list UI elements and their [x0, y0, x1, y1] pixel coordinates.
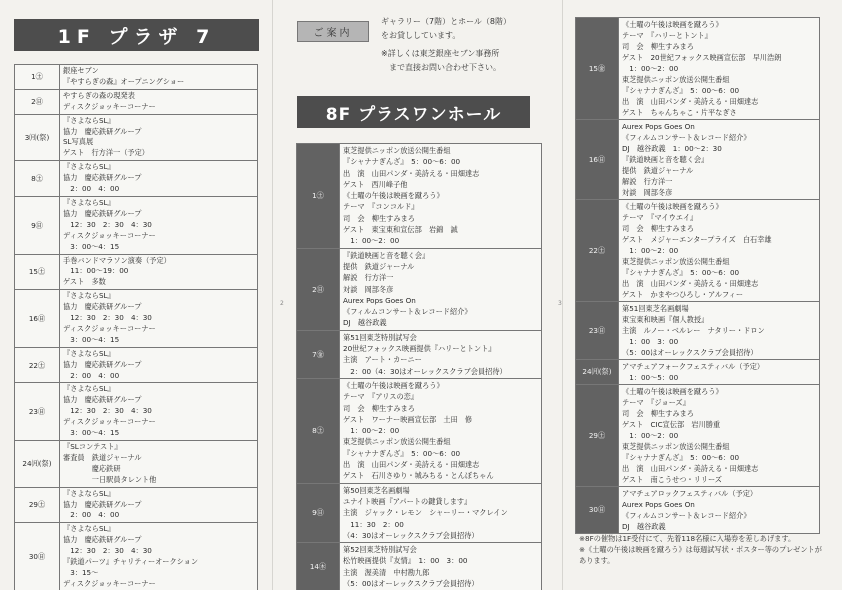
footnote: ※8Fの催物は1F受付にて、先着118名様に入場券を差しあげます。	[579, 534, 796, 543]
schedule-row	[297, 248, 542, 330]
schedule-line: ディスクジョッキーコーナー	[63, 101, 156, 111]
schedule-line: 《土曜の午後は映画を蹴ろう》	[343, 191, 444, 201]
schedule-content	[619, 487, 820, 534]
schedule-line: ディスクジョッキーコーナー	[63, 578, 156, 588]
schedule-row	[297, 543, 542, 590]
schedule-content	[60, 441, 258, 488]
schedule-date: 22㊏	[576, 200, 619, 302]
footnote: ※《土曜の午後は映画を蹴ろう》は毎週試写状・ポスター等のプレゼントがあります。	[579, 545, 822, 565]
schedule-line: Aurex Pops Goes On	[622, 122, 695, 131]
schedule-line: ゲスト ちゃんちゃこ・片平なぎさ	[622, 108, 737, 117]
schedule-date: 2㊐	[15, 89, 60, 114]
schedule-line: テーマ 『マイウエイ』	[622, 213, 698, 222]
plaza7-schedule-table	[14, 64, 258, 590]
schedule-line: 12：30 2：30 4：30	[63, 219, 152, 229]
schedule-line: （5：00はオーレックスクラブ会員招待）	[622, 348, 758, 357]
schedule-line: 『鉄道パーツ』チャリティーオークション	[63, 557, 199, 567]
schedule-row	[576, 385, 820, 487]
schedule-date: 29㊏	[576, 385, 619, 487]
schedule-line: 協力 慶応鉄研グループ	[63, 302, 142, 312]
schedule-line: 東芝提供ニッポン放送公開生番組	[622, 257, 730, 266]
schedule-line: 手巻バンドマラソン演奏（予定）	[63, 255, 171, 265]
schedule-line: ゲスト ワーナー映画宣伝部 土田 修	[343, 414, 473, 424]
schedule-line: ゲスト 20世紀フォックス映画宣伝部 早川浩朗	[622, 53, 782, 62]
schedule-line: 3：00～4：15	[63, 334, 120, 344]
schedule-line: 司 会 柳生すみまろ	[622, 42, 694, 51]
schedule-line: 司 会 柳生すみまろ	[622, 409, 694, 418]
schedule-line: 3：15～	[63, 567, 99, 577]
schedule-content	[340, 248, 542, 330]
schedule-row	[15, 114, 258, 161]
schedule-content	[340, 543, 542, 590]
schedule-line: 提供 鉄道ジャーナル	[622, 166, 694, 175]
schedule-line: 主演 渥美清 中村勘九郎	[343, 567, 430, 577]
schedule-content	[340, 144, 542, 249]
schedule-line: 12：30 2：30 4：30	[63, 546, 152, 556]
schedule-content	[60, 196, 258, 254]
schedule-line: 2：00 4：00	[63, 510, 120, 520]
schedule-line: 『鉄道映画と音を聴く会』	[343, 250, 430, 260]
schedule-content	[60, 290, 258, 348]
schedule-content	[619, 360, 820, 385]
schedule-line: 『さよならSL』	[63, 115, 115, 125]
schedule-content	[619, 302, 820, 360]
schedule-content	[619, 200, 820, 302]
schedule-line: DJ 越谷政義	[622, 522, 666, 531]
schedule-line: 審査員 鉄道ジャーナル	[63, 452, 142, 462]
schedule-line: 『さよならSL』	[63, 488, 115, 498]
schedule-content	[340, 330, 542, 378]
schedule-date: 30㊐	[15, 523, 60, 590]
schedule-line: 司 会 柳生すみまろ	[622, 224, 694, 233]
schedule-line: 『シャナナぎんざ』 5：00～6：00	[622, 268, 740, 277]
schedule-line: 東芝提供ニッポン放送公開生番組	[622, 75, 730, 84]
schedule-content	[60, 487, 258, 523]
schedule-date: 9㊐	[297, 483, 340, 542]
fold-line-left	[272, 0, 273, 590]
schedule-content	[60, 523, 258, 590]
schedule-content	[60, 65, 258, 90]
schedule-date: 15㊏	[15, 254, 60, 290]
schedule-line: 協力 慶応鉄研グループ	[63, 126, 142, 136]
schedule-line: 《フィルムコンサート＆レコード紹介》	[622, 511, 751, 520]
schedule-line: 対談 岡部冬彦	[622, 188, 673, 197]
schedule-row	[576, 18, 820, 120]
schedule-line: 《フィルムコンサート＆レコード紹介》	[622, 133, 751, 142]
schedule-line: アマチュアフォークフェスティバル（予定）	[622, 362, 765, 371]
schedule-line: ゲスト メジャーエンタープライズ 白石幸雄	[622, 235, 772, 244]
schedule-date: 23㊐	[576, 302, 619, 360]
schedule-line: 1：00～2：00	[622, 64, 679, 73]
schedule-line: 2：00 4：00	[63, 370, 120, 380]
schedule-line: ゲスト かまやつひろし・アルフィー	[622, 290, 744, 299]
schedule-date: 9㊐	[15, 196, 60, 254]
schedule-line: 出 演 山田パンダ・美詩える・田畑達志	[622, 279, 759, 288]
schedule-line: 『さよならSL』	[63, 291, 115, 301]
plusone-hall-schedule-table-continued	[575, 17, 820, 534]
schedule-line: 3：00～4：15	[63, 428, 120, 438]
schedule-line: Aurex Pops Goes On	[343, 295, 416, 305]
schedule-line: ディスクジョッキーコーナー	[63, 323, 156, 333]
schedule-line: 対談 岡部冬彦	[343, 284, 394, 294]
schedule-line: 出 演 山田パンダ・美詩える・田畑達志	[622, 464, 759, 473]
schedule-content	[619, 385, 820, 487]
schedule-content	[60, 254, 258, 290]
schedule-line: ゲスト 西川峰子他	[343, 179, 408, 189]
schedule-line: （5：00はオーレックスクラブ会員招待）	[343, 578, 479, 588]
schedule-line: ゲスト 石川さゆり・城みちる・とんぼちゃん	[343, 471, 494, 481]
schedule-line: 東宝東和映画『個人教授』	[622, 315, 709, 324]
schedule-date: 23㊐	[15, 383, 60, 441]
schedule-date: 22㊏	[15, 347, 60, 383]
schedule-line: 《土曜の午後は映画を蹴ろう》	[622, 202, 723, 211]
schedule-line: 『さよならSL』	[63, 162, 115, 172]
schedule-line: 協力 慶応鉄研グループ	[63, 499, 142, 509]
fold-line-right	[562, 0, 563, 590]
guide-line: をお貸ししています。	[381, 31, 461, 40]
schedule-line: 解説 行方洋一	[343, 273, 394, 283]
schedule-content	[340, 483, 542, 542]
schedule-line: 『やすらぎの森』オープニングショー	[63, 76, 185, 86]
schedule-row	[576, 302, 820, 360]
schedule-row	[297, 144, 542, 249]
guide-badge: ご案内	[297, 21, 369, 42]
schedule-line: 12：30 2：30 4：30	[63, 313, 152, 323]
schedule-line: 『鉄道映画と音を聴く会』	[622, 155, 709, 164]
schedule-date: 16㊐	[576, 120, 619, 200]
schedule-content	[60, 347, 258, 383]
schedule-content	[619, 18, 820, 120]
schedule-date: 29㊏	[15, 487, 60, 523]
schedule-line: テーマ 『ジョーズ』	[622, 398, 690, 407]
schedule-line: 1：00～2：00	[622, 246, 679, 255]
schedule-line: 東芝提供ニッポン放送公開生番組	[622, 442, 730, 451]
schedule-line: 出 演 山田パンダ・美詩える・田畑達志	[343, 168, 480, 178]
schedule-row	[15, 383, 258, 441]
schedule-line: 主演 ジャック・レモン シャーリー・マクレイン	[343, 508, 508, 518]
schedule-content	[619, 120, 820, 200]
schedule-line: （4：30はオーレックスクラブ会員招待）	[343, 530, 479, 540]
schedule-line: 1：00～2：00	[622, 431, 679, 440]
schedule-date: 14㊍	[297, 543, 340, 590]
schedule-line: ゲスト 行方洋一（予定）	[63, 148, 149, 158]
schedule-date: 3㈪(祭)	[15, 114, 60, 161]
schedule-line: 《土曜の午後は映画を蹴ろう》	[622, 387, 723, 396]
schedule-line: 『さよならSL』	[63, 348, 115, 358]
schedule-content	[60, 89, 258, 114]
schedule-line: 1：00 3：00	[622, 337, 679, 346]
schedule-line: 第51回東芝特別試写会	[343, 332, 417, 342]
schedule-line: 協力 慶応鉄研グループ	[63, 535, 142, 545]
schedule-line: Aurex Pops Goes On	[622, 500, 695, 509]
schedule-line: ディスクジョッキーコーナー	[63, 230, 156, 240]
schedule-line: 『さよならSL』	[63, 524, 115, 534]
schedule-line: 一日駅員タレント他	[63, 474, 157, 484]
schedule-line: ユナイト映画『アパートの鍵貸します』	[343, 496, 472, 506]
schedule-row	[15, 347, 258, 383]
schedule-line: DJ 越谷政義	[343, 318, 387, 328]
schedule-line: 2：00（4：30はオーレックスクラブ会員招待）	[343, 366, 507, 376]
guide-text	[381, 15, 511, 75]
schedule-date: 30㊐	[576, 487, 619, 534]
schedule-line: 《フィルムコンサート＆レコード紹介》	[343, 307, 472, 317]
schedule-line: 『さよならSL』	[63, 197, 115, 207]
schedule-line: 慶応鉄研	[63, 463, 121, 473]
schedule-line: 3：00～4：15	[63, 241, 120, 251]
schedule-row	[297, 330, 542, 378]
schedule-line: 11：30 2：00	[343, 519, 404, 529]
schedule-line: 司 会 柳生すみまろ	[343, 213, 415, 223]
schedule-line: ゲスト 東宝東和宣伝部 岩錦 誠	[343, 225, 458, 235]
schedule-date: 8㊏	[15, 161, 60, 197]
schedule-line: やすらぎの森の現発表	[63, 90, 135, 100]
schedule-row	[297, 378, 542, 483]
schedule-line: DJ 越谷政義 1：00～2：30	[622, 144, 722, 153]
schedule-line: 『SLコンテスト』	[63, 442, 122, 451]
schedule-date: 24㈪(祭)	[15, 441, 60, 488]
guide-line: ギャラリー（7階）とホール（8階）	[381, 17, 512, 26]
schedule-row	[15, 196, 258, 254]
schedule-date: 24㈪(祭)	[576, 360, 619, 385]
schedule-date: 7㊎	[297, 330, 340, 378]
schedule-line: 第52回東芝特別試写会	[343, 545, 417, 555]
schedule-line: 第51回東芝名画劇場	[622, 304, 689, 313]
schedule-line: 銀座セブン	[63, 66, 99, 75]
schedule-line: 1：00～5：00	[622, 373, 679, 382]
page-mark-right: 3	[558, 300, 562, 307]
schedule-line: 12：30 2：30 4：30	[63, 406, 152, 416]
schedule-line: 主演 アート・カーニー	[343, 355, 422, 365]
guide-line: まで直接お問い合わせ下さい。	[389, 63, 501, 72]
plusone-hall-schedule-table	[296, 143, 542, 590]
schedule-line: 松竹映画提供『友情』 1：00 3：00	[343, 556, 468, 566]
schedule-line: 20世紀フォックス映画提供『ハリーとトント』	[343, 344, 496, 354]
schedule-date: 8㊏	[297, 378, 340, 483]
schedule-row	[15, 523, 258, 590]
schedule-line: 1：00～2：00	[343, 236, 400, 246]
schedule-line: 『シャナナぎんざ』 5：00～6：00	[622, 86, 740, 95]
schedule-line: テーマ 『コンコルド』	[343, 202, 419, 212]
schedule-line: 『さよならSL』	[63, 384, 115, 394]
schedule-line: テーマ 『ハリーとトント』	[622, 31, 712, 40]
schedule-line: 主演 ルノー・ベルレー ナタリー・ドロン	[622, 326, 765, 335]
schedule-date: 1㊏	[297, 144, 340, 249]
page-mark-left: 2	[280, 300, 284, 307]
schedule-line: 東芝提供ニッポン放送公開生番組	[343, 146, 451, 155]
schedule-line: 提供 鉄道ジャーナル	[343, 261, 415, 271]
guide-line: ※詳しくは東芝銀座セブン事務所	[381, 49, 500, 58]
schedule-row	[576, 487, 820, 534]
plusone-hall-header: 8F プラスワンホール	[297, 96, 530, 128]
schedule-line: テーマ 『アリスの恋』	[343, 392, 419, 402]
schedule-line: ゲスト 多数	[63, 277, 106, 287]
schedule-line: 2：00 4：00	[63, 184, 120, 194]
footnotes	[579, 533, 829, 566]
schedule-line: 出 演 山田パンダ・美詩える・田畑達志	[343, 460, 480, 470]
schedule-line: 第50回東芝名画劇場	[343, 485, 410, 495]
schedule-line: SL写真展	[63, 137, 94, 147]
schedule-line: 司 会 柳生すみまろ	[343, 403, 415, 413]
schedule-row	[15, 89, 258, 114]
schedule-line: 11：00～19：00	[63, 266, 129, 276]
schedule-date: 1㊏	[15, 65, 60, 90]
schedule-line: 《土曜の午後は映画を蹴ろう》	[622, 20, 723, 29]
schedule-line: 協力 慶応鉄研グループ	[63, 173, 142, 183]
schedule-row	[15, 65, 258, 90]
schedule-line: 《土曜の午後は映画を蹴ろう》	[343, 380, 444, 390]
schedule-line: 東芝提供ニッポン放送公開生番組	[343, 437, 451, 447]
schedule-line: ゲスト 南こうせつ・リリーズ	[622, 475, 722, 484]
schedule-row	[15, 290, 258, 348]
schedule-date: 16㊐	[15, 290, 60, 348]
schedule-row	[15, 161, 258, 197]
schedule-line: 『シャナナぎんざ』 5：00～6：00	[343, 157, 461, 167]
schedule-row	[297, 483, 542, 542]
schedule-row	[15, 441, 258, 488]
schedule-line: 協力 慶応鉄研グループ	[63, 208, 142, 218]
plaza7-header: 1F プラザ 7	[14, 19, 259, 51]
schedule-line: 『シャナナぎんざ』 5：00～6：00	[343, 448, 461, 458]
schedule-content	[60, 161, 258, 197]
schedule-line: アマチュアロックフェスティバル（予定）	[622, 489, 758, 498]
schedule-line: ディスクジョッキーコーナー	[63, 417, 156, 427]
schedule-line: 解説 行方洋一	[622, 177, 673, 186]
schedule-content	[340, 378, 542, 483]
schedule-line: 出 演 山田パンダ・美詩える・田畑達志	[622, 97, 759, 106]
schedule-row	[576, 120, 820, 200]
schedule-line: 協力 慶応鉄研グループ	[63, 395, 142, 405]
schedule-line: ゲスト CIC宣伝部 岩川勝重	[622, 420, 721, 429]
schedule-line: 1：00～2：00	[343, 426, 400, 436]
schedule-date: 2㊐	[297, 248, 340, 330]
schedule-line: 協力 慶応鉄研グループ	[63, 359, 142, 369]
schedule-content	[60, 383, 258, 441]
schedule-line: 『シャナナぎんざ』 5：00～6：00	[622, 453, 740, 462]
schedule-date: 15㊎	[576, 18, 619, 120]
schedule-row	[576, 360, 820, 385]
schedule-row	[576, 200, 820, 302]
schedule-content	[60, 114, 258, 161]
schedule-row	[15, 487, 258, 523]
schedule-row	[15, 254, 258, 290]
